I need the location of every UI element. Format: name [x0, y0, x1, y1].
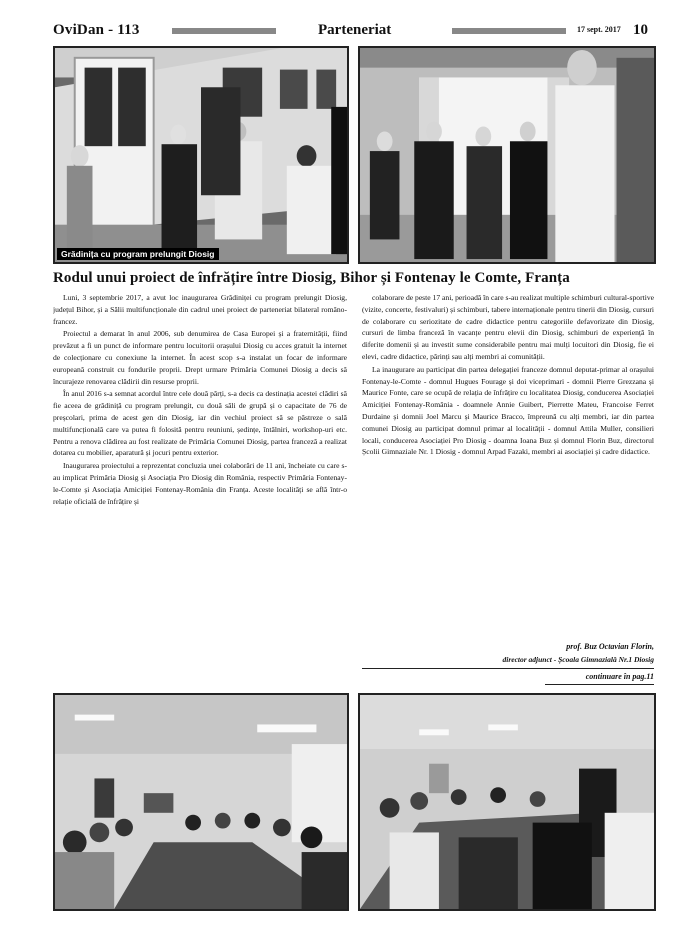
article-paragraph: La inaugurare au participat din partea delegației franceze domnul deputat-primar al orașului Fontenay-le-Comte - domnul Hugues Fourage și doi viceprimari - domnii Pierre Grezzana și Maurice Fonte, care se ocupă de relația de înfrățire cu localitatea Diosig, conducerea Asociației Amiciției Fontenay-România - doamnele Annie Guibert, Pierrette Mateu, Francoise Ferret Durdaine și domnii Joel Marcu și Maurice Bracco, împreună cu alți membri, iar din partea comunei Diosig au participat domnul primar al localității - domnul Attila Muller, consilieri locali, conducerea Asociației Pro Diosig - doamna Ioana Buz și domnul Florin Buz, directorul Școlii Gimnaziale Nr. 1 Diosig - domnul Arpad Fazaki, membri ai asociației și cadre didactice. [362, 364, 654, 457]
continuation-rule [545, 684, 654, 685]
photo-caption: Grădinița cu program prelungit Diosig [57, 248, 219, 260]
header-rule-right [452, 28, 566, 34]
article-headline: Rodul unui proiect de înfrățire între Diosig, Bihor și Fontenay le Comte, Franța [53, 270, 570, 286]
page-number: 10 [633, 22, 648, 38]
article-column-left [53, 292, 347, 684]
photo-kindergarten-exterior [53, 46, 349, 264]
article-paragraph: Proiectul a demarat în anul 2006, sub denumirea de Casa Europei și a fraternității, fiind prevăzut a fi un punct de informare pentru locuitorii orașului Diosig cu acces gratuit la internet de colecționare cu conexiune la internet. În acest scop s-a instalat un focar de informare europeană construit cu fondurile proprii. Drept urmare Primăria Comunei Diosig a decis să încurajeze renovarea clădirii din resurse proprii. [53, 329, 347, 386]
photo-meeting-room-right [358, 693, 656, 911]
continuation-note: continuare în pag.11 [585, 672, 654, 681]
author-role: director adjunct - Școala Gimnazială Nr.1 Diosig [502, 655, 654, 664]
signature-rule [362, 668, 654, 669]
photo-officials-indoor [358, 46, 656, 264]
article-paragraph: Inaugurarea proiectului a reprezentat concluzia unei colaborări de 11 ani, încheiate cu care s-au implicat Primăria Diosig și Asociația Pro Diosig din România, respectiv Primăria Fontenay-le-Comte și Asociația Amiciției Fontenay-România din Franța. Aceste localități se află într-o relație oficială de înfrățire și [53, 461, 347, 506]
article-paragraph: colaborare de peste 17 ani, perioadă în care s-au realizat multiple schimburi cultural-sportive (vizite, concerte, festivaluri) și schimburi, tabere internaționale pentru tinerii din Diosig, cursuri de colaborare cu seriozitate de cadre didactice pentru categoriile defavorizate din Diosig, cursuri de limba franceză în vacanțe pentru elevii din Diosig, schimburi de experiență în diferite domenii și au investit sume considerabile pentru mai mulți locuitori din Diosig, fie ei elevi, cadre didactice, părinți sau alți membri ai comunității. [362, 293, 654, 361]
issue-date: 17 sept. 2017 [577, 25, 621, 34]
header-rule-left [172, 28, 276, 34]
article-column-right [362, 292, 654, 567]
article-paragraph: Luni, 3 septembrie 2017, a avut loc inaugurarea Grădiniței cu program prelungit Diosig, județul Bihor, și a Sălii multifuncționale din cadrul unei proiect de parteneriat bilateral româno-francez. [53, 293, 347, 326]
publication-issue: OviDan - 113 [53, 22, 140, 38]
article-paragraph: În anul 2016 s-a semnat acordul între cele două părți, s-a decis ca destinația acestei clădiri să fie aceea de grădiniță cu program prelungit, cu două săli de grupă și o capacitate de 76 de preșcolari, prima de acest gen din Diosig, iar din vechiul proiect să se păstreze o sală multifuncțională care va putea fi folosită pentru reuniuni, ședințe, întâlniri, workshop-uri etc. Pentru a renova clădirea au fost realizate de Primăria Comunei Diosig, partea franceză a realizat dotarea cu mobilier, aparatură și jocuri pentru exterior. [53, 389, 347, 458]
author-name: prof. Buz Octavian Florin, [566, 642, 654, 651]
section-title: Parteneriat [318, 22, 392, 38]
photo-meeting-room-left [53, 693, 349, 911]
